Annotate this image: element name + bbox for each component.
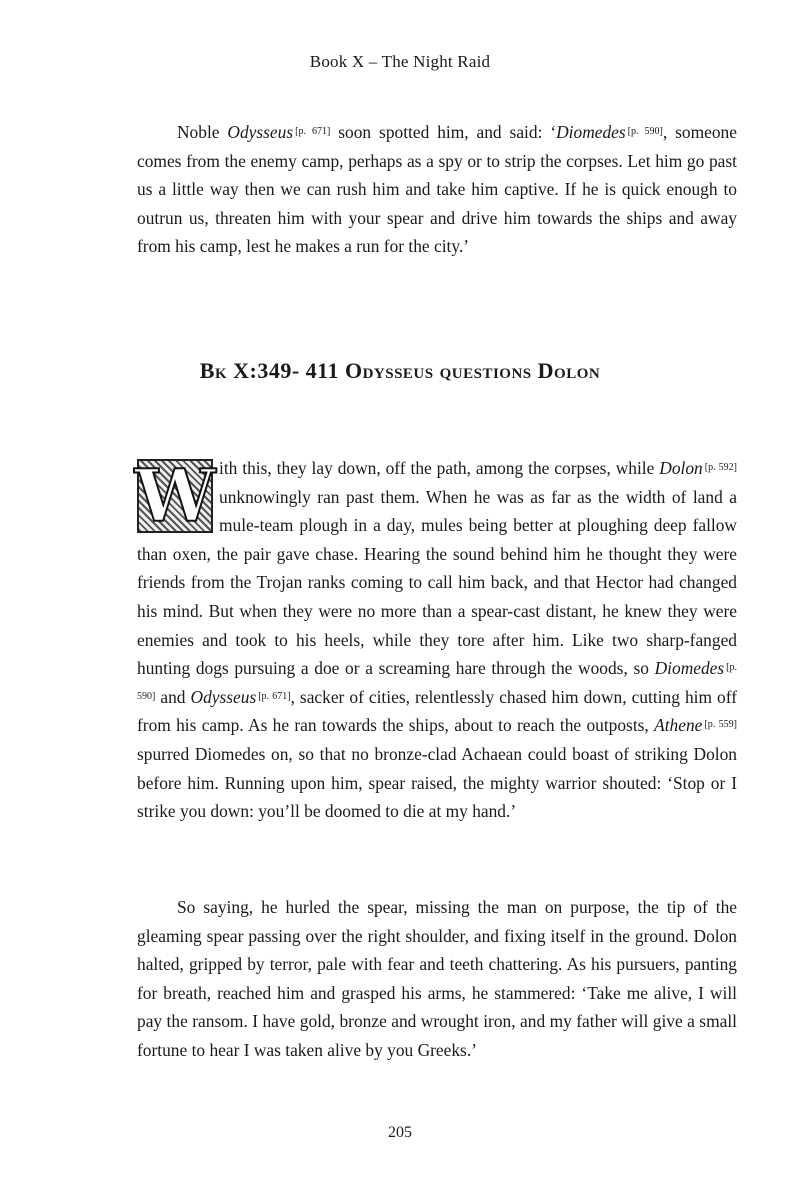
dropcap-letter: W	[134, 453, 216, 538]
name-diomedes: Diomedes	[556, 122, 626, 142]
page-reference: [p. 592]	[704, 462, 737, 473]
page-reference: [p. 590]	[627, 126, 663, 137]
name-athene: Athene	[654, 715, 703, 736]
name-odysseus: Odysseus	[190, 686, 257, 707]
section-heading: Bk X:349- 411 Odysseus questions Dolon	[199, 358, 601, 383]
paragraph-chase: W ith this, they lay down, off the path, among the corpses, while Dolon [p. 592] unknowingly ran past them. When he was as far as the width of land a mule-team plough in a day, mules being better at ploughing deep fallow than oxen, the pair gave chase. Hearing the sound behind him he thought they were friends from the Trojan ranks coming to call him back, and that Hector had changed his mind. But when they were no more than a spear-cast distant, he knew they were enemies and took to his heels, while they tore after him. Like two sharp-fanged hunting dogs pursuing a doe or a screaming hare through the woods, so Diomedes [p. 590] and Odysseus [p. 671], sacker of cities, relentlessly chased him down, cutting him off from his camp. As he ran towards the ships, about to reach the outposts, Athene [p. 559] spurred Diomedes on, so that no bronze-clad Achaean could boast of striking Dolon before him. Running upon him, spear raised, the mighty warrior shouted: ‘Stop or I strike you down: you’ll be doomed to die at my hand.’	[134, 453, 737, 822]
page-reference: [p. 559]	[704, 719, 737, 731]
paragraph-odysseus-spots-dolon: Noble Odysseus [p. 671] soon spotted him, and said: ‘Diomedes [p. 590], someone comes from the enemy camp, perhaps as a spy or to strip the corpses. Let him go past us a little way then we can rush him and take him captive. If he is quick enough to outrun us, threaten him with your spear and drive him towards the ships and away from his camp, lest he makes a run for the city.’	[137, 122, 737, 257]
page-number: 205	[388, 1124, 412, 1141]
name-odysseus: Odysseus	[227, 122, 294, 142]
page-reference: [p. 671]	[295, 126, 331, 137]
running-header: Book X – The Night Raid	[309, 52, 491, 71]
ornamental-dropcap	[134, 453, 216, 538]
page-reference: [p. 671]	[258, 690, 291, 702]
name-diomedes: Diomedes	[654, 658, 725, 679]
page-reference: [p. 590]	[137, 662, 737, 702]
name-dolon: Dolon	[659, 458, 703, 478]
paragraph-dolon-captured: So saying, he hurled the spear, missing the man on purpose, the tip of the gleaming spear passing over the right shoulder, and fixing itself in the ground. Dolon halted, gripped by terror, pale with fear and teeth chattering. As his pursuers, panting for breath, reached him and grasped his arms, he stammered: ‘Take me alive, I will pay the ransom. I have gold, bronze and wrought iron, and my father will give a small fortune to hear I was taken alive by you Greeks.’	[137, 897, 737, 1060]
